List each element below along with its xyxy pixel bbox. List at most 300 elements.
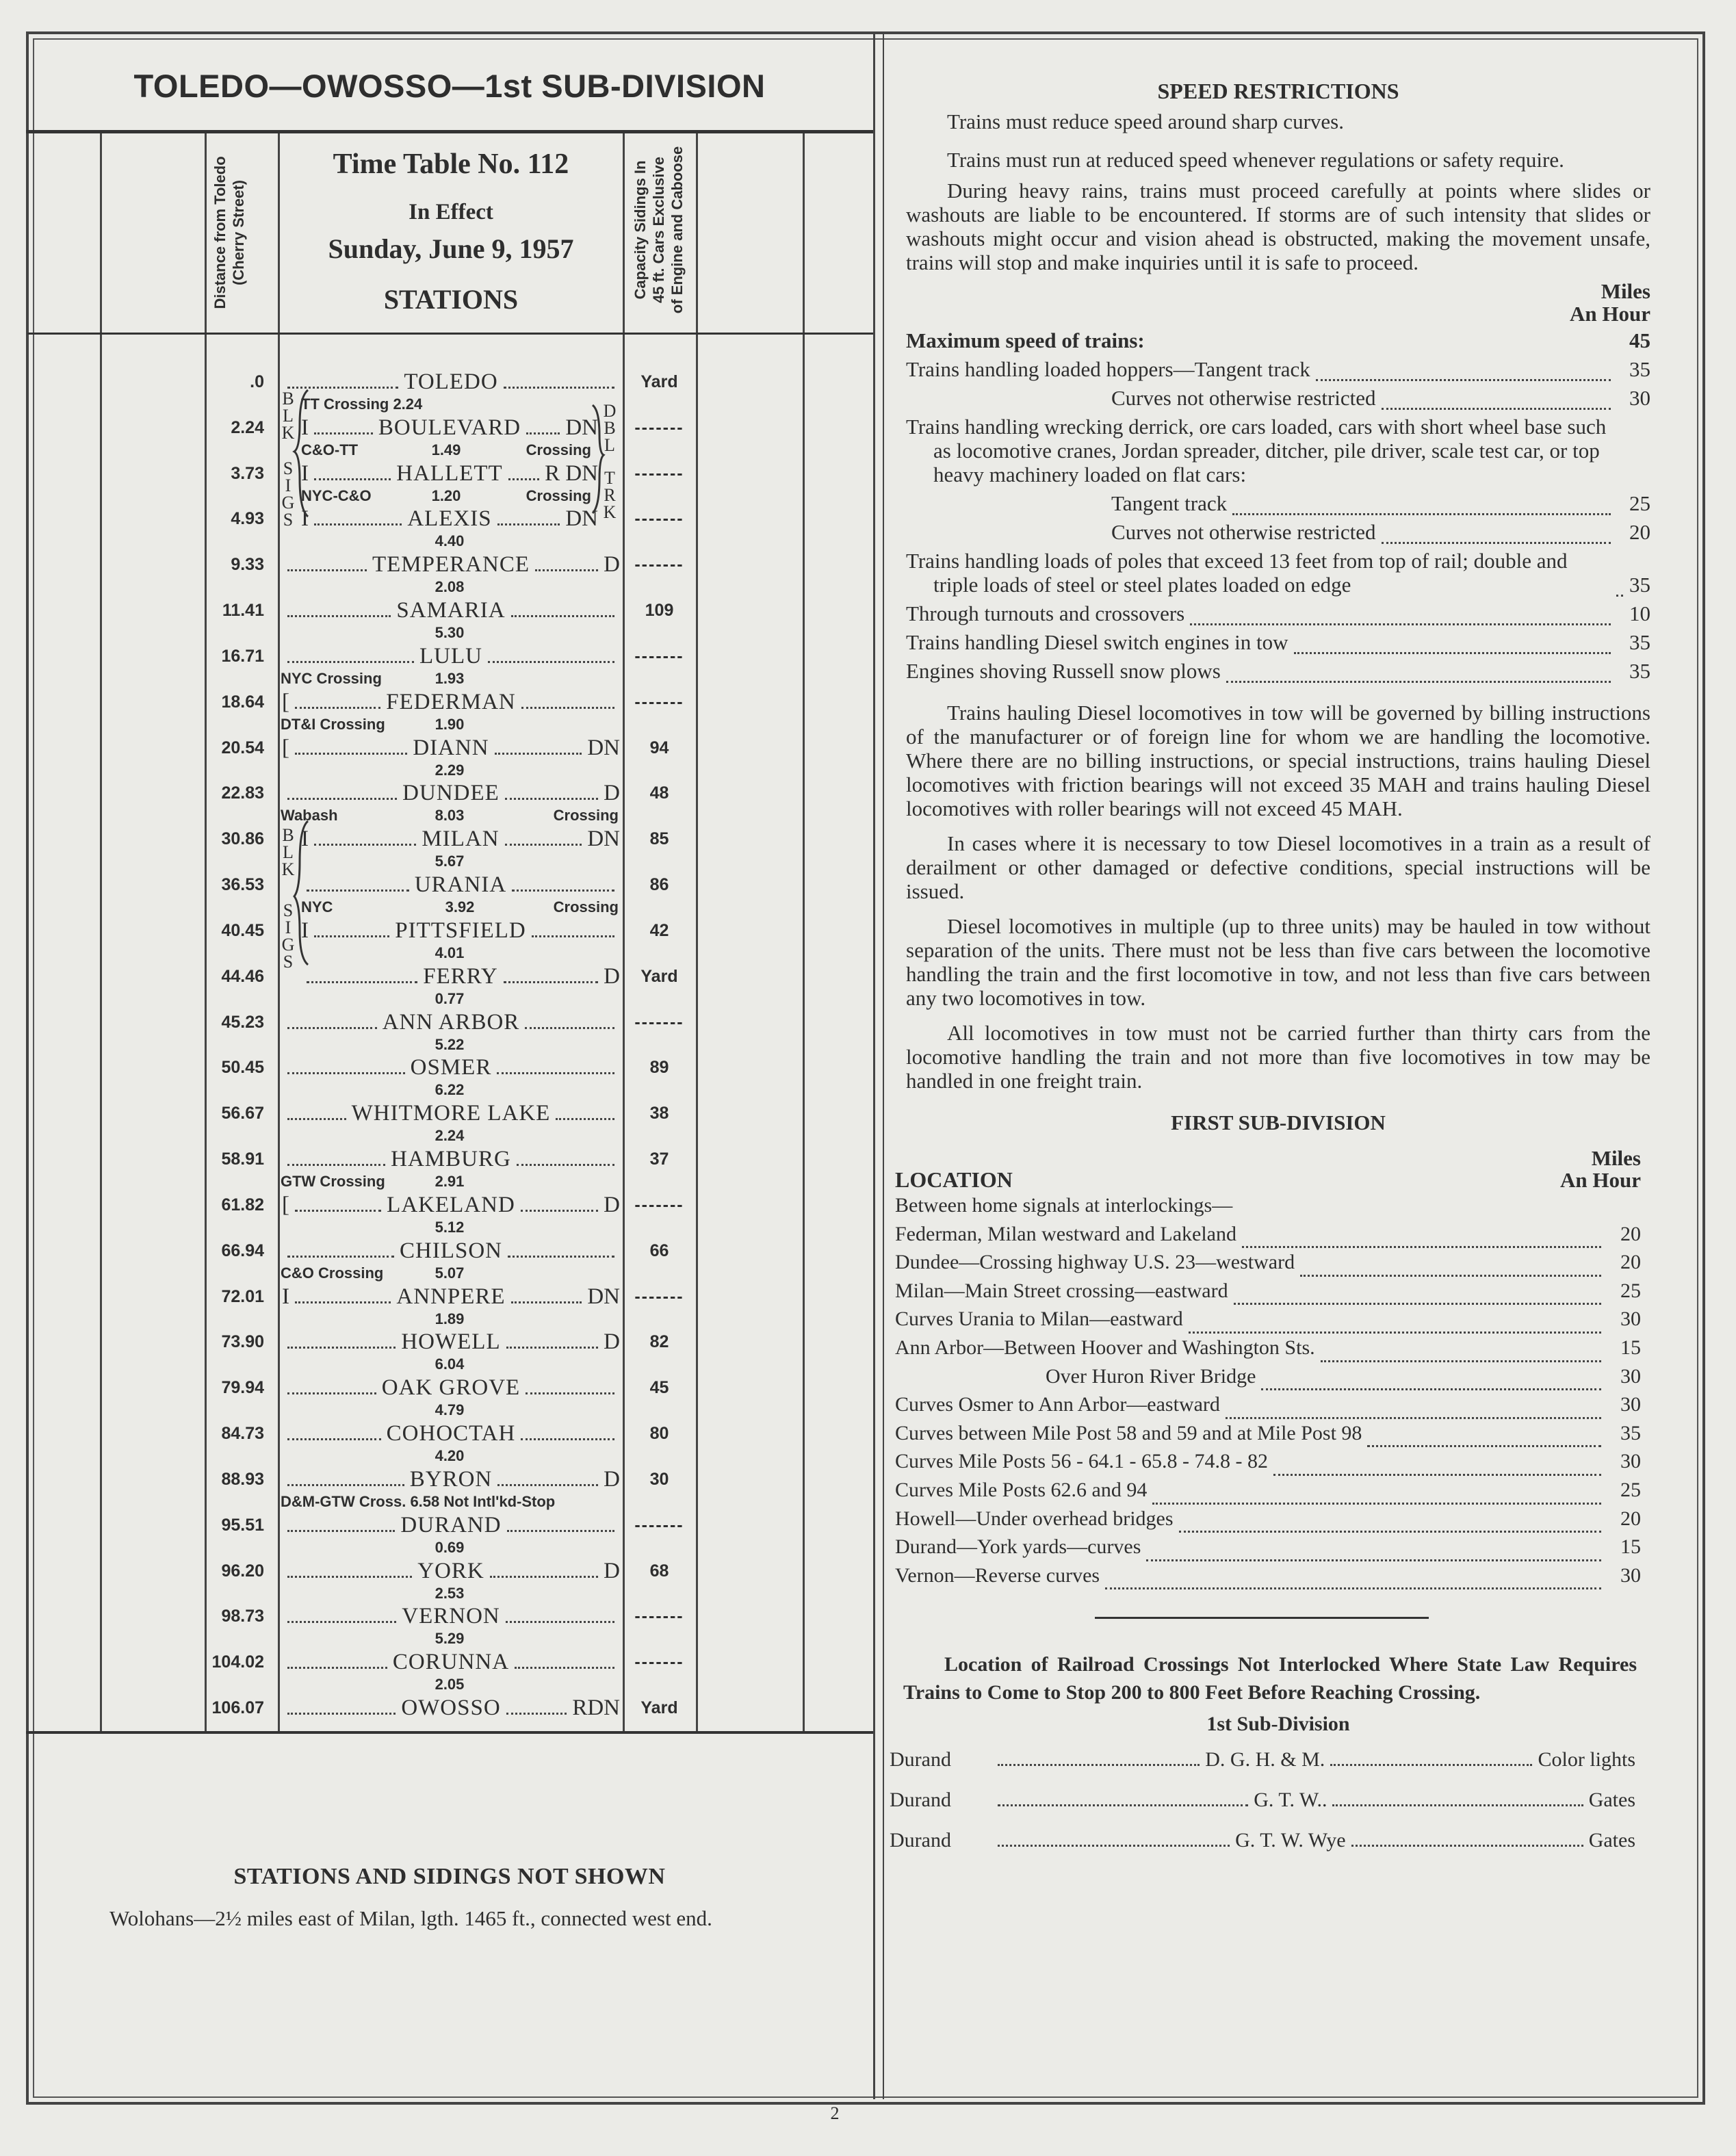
crossing-place: Durand [890, 1748, 951, 1771]
interval-l: NYC Crossing [281, 669, 382, 687]
station-right [515, 1438, 620, 1440]
distance-header-line: (Cherry Street) [230, 179, 247, 286]
speed-item [906, 599, 1650, 628]
leader-dots [287, 1163, 385, 1166]
distance-header-line: Distance from Toledo [211, 156, 229, 309]
siding-capacity: 68 [649, 1561, 669, 1581]
station-row [282, 1191, 620, 1219]
leader-dots [508, 1255, 614, 1258]
siding-capacity: ------- [634, 1195, 684, 1215]
speed-value: 10 [1629, 601, 1650, 625]
station-left [282, 1529, 400, 1532]
station-distance: 18.64 [221, 692, 264, 712]
station-name: CORUNNA [392, 1650, 510, 1675]
station-distance: 106.07 [211, 1698, 264, 1718]
interval-m: 6.22 [435, 1081, 465, 1099]
station-name: CHILSON [399, 1238, 502, 1263]
station-distance: 16.71 [221, 646, 264, 666]
interval-m: 5.07 [435, 1264, 465, 1282]
leader-dots [287, 1666, 387, 1669]
station-facilities: D [604, 1329, 620, 1355]
station-left [282, 1255, 400, 1258]
location-text: Vernon—Reverse curves [895, 1563, 1100, 1587]
speed-item-text: Maximum speed of trains: [906, 328, 1145, 352]
interval-m: 4.40 [435, 532, 465, 550]
interval-m: 1.20 [431, 486, 461, 504]
leader-dots [287, 1438, 381, 1440]
station-distance: 20.54 [221, 738, 264, 757]
interval-r: Crossing [553, 807, 619, 824]
capacity-header-line: 45 ft. Cars Exclusive [650, 157, 667, 304]
capacity-column-header [631, 135, 686, 324]
station-interval-note [281, 1355, 619, 1373]
leader-dots [497, 1483, 598, 1486]
diesel-paragraph: Trains hauling Diesel locomotives in tow will be governed by billing instructions of the manufacturer or of foreign line for whom we are handling the locomotive. Where there are no billing instructions, or special instructions, trains hauling Diesel locomotives with friction bearings will not exceed 35 MAH and trains hauling Diesel locomotives with roller bearings will not exceed 45 MAH. [906, 701, 1650, 820]
station-right [501, 1328, 620, 1355]
interval-m: 6.04 [435, 1355, 465, 1373]
location-text: Howell—Under overhead bridges [895, 1507, 1174, 1530]
leader-dots [506, 1620, 614, 1623]
leader-dots [526, 1392, 614, 1394]
station-interval-note [281, 1401, 619, 1419]
location-header-row [895, 1147, 1641, 1191]
station-row [282, 1557, 620, 1585]
speed-value: 30 [1620, 1393, 1641, 1416]
location-text: Federman, Milan westward and Lakeland [895, 1222, 1236, 1245]
interval-l: C&O-TT [301, 441, 359, 458]
interval-m: 1.93 [435, 669, 465, 687]
location-text: Curves between Mile Post 58 and 59 and at Mile Post 98 [895, 1421, 1362, 1444]
page-title: TOLEDO—OWOSSO—1st SUB-DIVISION [133, 68, 766, 104]
station-facilities: D [604, 781, 620, 806]
station-name: TEMPERANCE [372, 552, 530, 577]
interlocking-marker: I [301, 918, 309, 943]
interval-m: 1.49 [431, 441, 461, 458]
leader-dots [1382, 407, 1611, 410]
station-distance: 84.73 [221, 1424, 264, 1444]
location-item [895, 1390, 1641, 1419]
interlocking-marker: [ [282, 1192, 289, 1217]
location-item [895, 1191, 1641, 1220]
station-facilities: D [604, 963, 620, 989]
station-distance: 2.24 [231, 417, 264, 437]
speed-list [906, 326, 1650, 686]
interval-r: Crossing [526, 441, 591, 458]
leader-dots [287, 1575, 412, 1578]
station-distance: 45.23 [221, 1012, 264, 1032]
station-left [282, 1438, 387, 1440]
station-left [282, 1346, 401, 1349]
station-name: DUNDEE [402, 781, 500, 806]
station-distance: 61.82 [221, 1195, 264, 1215]
location-text: Curves Mile Posts 62.6 and 94 [895, 1478, 1148, 1501]
interval-r: Crossing [553, 898, 619, 916]
speed-item-text: Trains handling loads of poles that exceed 13 feet from top of rail; double and triple loads of steel or steel plates loaded on edge [906, 549, 1568, 597]
station-distance: 66.94 [221, 1241, 264, 1260]
station-facilities: D [604, 1192, 620, 1217]
station-name: BOULEVARD [378, 415, 521, 440]
speed-item [906, 518, 1650, 547]
double-track-marker: TRK [603, 468, 617, 522]
location-text: Curves Osmer to Ann Arbor—eastward [895, 1393, 1220, 1416]
speed-item [906, 326, 1650, 355]
location-text: Between home signals at interlockings— [895, 1194, 1233, 1217]
station-right [520, 1392, 620, 1394]
leader-dots [517, 1163, 614, 1166]
station-left [282, 1117, 352, 1120]
interlocking-marker: I [301, 460, 309, 486]
speed-item-text: Through turnouts and crossovers [906, 601, 1185, 625]
speed-value: 30 [1620, 1308, 1641, 1331]
speed-item-text: Trains handling wrecking derrick, ore cars loaded, cars with short wheel base such as locomotive cranes, Jordan spreader, ditcher, pile driver, scale test car, or top heavy machinery loaded on flat cars: [906, 415, 1607, 486]
leader-dots [295, 1209, 381, 1212]
stations-not-shown-text: Wolohans—2½ miles east of Milan, lgth. 1465 ft., connected west end. [109, 1906, 712, 1930]
leader-dots [507, 1529, 614, 1532]
interval-m: 2.24 [435, 1127, 465, 1145]
station-name: HAMBURG [391, 1147, 511, 1172]
station-row [282, 1602, 620, 1630]
station-name: YORK [417, 1558, 484, 1583]
siding-capacity: ------- [634, 509, 684, 529]
interval-l: DT&I Crossing [281, 715, 385, 733]
siding-capacity: ------- [634, 1012, 684, 1032]
interval-m: 4.79 [435, 1401, 465, 1419]
station-row [282, 1648, 620, 1676]
station-name: DURAND [400, 1512, 502, 1537]
station-name: OAK GROVE [381, 1375, 521, 1401]
distance-column-header [211, 144, 248, 322]
location-item [895, 1505, 1641, 1533]
station-name: ANN ARBOR [382, 1009, 520, 1035]
interlocking-marker: I [301, 827, 309, 852]
leader-dots [1261, 1388, 1601, 1390]
siding-capacity: 89 [649, 1058, 669, 1078]
station-interval-note [281, 1539, 619, 1557]
interval-l: TT Crossing 2.24 [301, 395, 423, 413]
station-left [282, 1191, 387, 1219]
station-right [509, 1666, 620, 1669]
interval-l: D&M-GTW Cross. 6.58 Not Intl'kd-Stop [281, 1492, 556, 1510]
double-track-marker: DBL [603, 401, 617, 455]
location-text: Curves Mile Posts 56 - 64.1 - 65.8 - 74.8 - 82 [895, 1450, 1268, 1473]
station-row [282, 1237, 620, 1264]
interval-m: 2.53 [435, 1584, 465, 1602]
station-distance: 30.86 [221, 829, 264, 849]
effective-date: Sunday, June 9, 1957 [328, 233, 574, 264]
siding-capacity: ------- [634, 1515, 684, 1535]
siding-capacity: 86 [649, 875, 669, 895]
location-item [895, 1305, 1641, 1334]
location-item [895, 1362, 1641, 1391]
interlocking-marker: [ [282, 735, 289, 760]
interval-m: 2.05 [435, 1676, 465, 1693]
siding-capacity: Yard [640, 966, 678, 986]
siding-capacity: 48 [649, 783, 669, 803]
leader-dots [506, 1346, 599, 1349]
station-right [502, 1529, 620, 1532]
interlocking-marker: I [282, 1284, 289, 1309]
interval-m: 5.12 [435, 1218, 465, 1236]
station-interval-note [281, 1173, 619, 1191]
interval-m: 1.90 [435, 715, 465, 733]
interval-m: 3.92 [445, 898, 475, 916]
location-item [895, 1476, 1641, 1505]
miles-per-hour-header [1560, 1147, 1641, 1191]
leader-dots [998, 1844, 1230, 1847]
station-row [282, 1511, 620, 1539]
interval-m: 2.91 [435, 1173, 465, 1191]
siding-capacity: 109 [645, 601, 674, 621]
leader-dots [1330, 1763, 1532, 1766]
siding-capacity: 82 [649, 1332, 669, 1352]
station-name: FEDERMAN [386, 689, 516, 714]
interval-m: 4.01 [435, 944, 465, 961]
speed-item [906, 384, 1650, 413]
station-distance: 72.01 [221, 1286, 264, 1306]
leader-dots [1273, 1473, 1601, 1476]
station-name: DIANN [413, 735, 489, 760]
station-facilities: RDN [572, 1696, 620, 1721]
speed-value: 20 [1620, 1251, 1641, 1274]
station-right [491, 1071, 620, 1074]
station-name: LAKELAND [387, 1192, 515, 1217]
station-row [282, 1420, 620, 1447]
speed-value: 15 [1620, 1336, 1641, 1359]
location-item [895, 1277, 1641, 1306]
station-name: LULU [419, 643, 482, 668]
speed-value: 25 [1620, 1478, 1641, 1501]
leader-dots [1179, 1530, 1601, 1533]
station-right [492, 1466, 620, 1493]
siding-capacity: ------- [634, 1652, 684, 1672]
station-name: HALLETT [396, 460, 503, 486]
station-interval-note [281, 1219, 619, 1236]
location-item [895, 1561, 1641, 1590]
miles-per-hour-header [906, 280, 1650, 325]
interval-l: NYC [301, 898, 333, 916]
interval-l: Wabash [281, 807, 338, 824]
station-facilities: D [604, 1558, 620, 1583]
leader-dots [515, 1666, 614, 1669]
station-name: TOLEDO [404, 369, 498, 394]
station-distance: 3.73 [231, 463, 264, 483]
station-left [282, 1283, 396, 1310]
interlocking-marker: [ [282, 689, 289, 714]
speed-item-text: Trains handling loaded hoppers—Tangent track [906, 357, 1310, 381]
station-distance: 11.41 [222, 601, 264, 621]
interval-m: 5.22 [435, 1035, 465, 1053]
station-distance: 88.93 [221, 1469, 264, 1489]
leader-dots [287, 1620, 396, 1623]
speed-item-text: Tangent track [1111, 491, 1228, 515]
speed-value: 30 [1620, 1364, 1641, 1388]
location-speed-list [895, 1191, 1641, 1589]
leader-dots [490, 1575, 598, 1578]
interlocking-marker: I [301, 415, 309, 440]
station-distance: 4.93 [231, 509, 264, 529]
station-distance: 96.20 [221, 1561, 264, 1581]
speed-value: 45 [1629, 328, 1650, 352]
crossings-subheading: 1st Sub-Division [1206, 1713, 1350, 1736]
speed-value: 30 [1620, 1450, 1641, 1473]
speed-value: 35 [1629, 573, 1650, 597]
station-name: FERRY [423, 963, 498, 989]
leader-dots [287, 1346, 396, 1349]
station-facilities: DN [565, 415, 598, 440]
station-left [282, 1620, 402, 1623]
speed-item [906, 413, 1650, 489]
leader-dots [287, 1117, 346, 1120]
location-label: LOCATION [895, 1167, 1013, 1192]
table-bottom-rule [26, 1731, 873, 1734]
location-text: Over Huron River Bridge [1046, 1364, 1256, 1388]
station-left [282, 1575, 417, 1578]
siding-capacity: ------- [634, 463, 684, 483]
interval-l: C&O Crossing [281, 1264, 384, 1282]
station-name: WHITMORE LAKE [351, 1101, 551, 1126]
leader-dots [295, 1301, 391, 1303]
location-item [895, 1220, 1641, 1249]
speed-value: 20 [1629, 520, 1650, 544]
table-line [696, 133, 698, 1732]
siding-capacity: 85 [649, 829, 669, 849]
station-distance: 104.02 [211, 1652, 264, 1672]
speed-value: 25 [1620, 1279, 1641, 1302]
leader-dots [1367, 1444, 1601, 1447]
crossing-railroad: G. T. W.. [1254, 1789, 1327, 1812]
timetable-number: Time Table No. 112 [333, 148, 569, 180]
leader-dots [1382, 541, 1611, 544]
leader-dots [998, 1804, 1248, 1806]
station-row [282, 1328, 620, 1355]
station-left [282, 1163, 391, 1166]
station-facilities: DN [587, 827, 620, 852]
station-row [282, 1054, 620, 1081]
crossings-heading: Location of Railroad Crossings Not Interlocked Where State Law Requires Trains to Come to Stop 200 to 800 Feet Before Reaching Crossing. [903, 1653, 1637, 1704]
leader-dots [1146, 1559, 1601, 1561]
siding-capacity: Yard [640, 372, 678, 391]
miles-label: Miles [1591, 1146, 1641, 1170]
station-distance: 9.33 [231, 555, 264, 575]
speed-value: 30 [1620, 1563, 1641, 1587]
page-number: 2 [830, 2103, 840, 2123]
speed-value: 35 [1629, 357, 1650, 381]
leader-dots [521, 1438, 614, 1440]
station-name: URANIA [414, 872, 507, 898]
crossing-protection: Color lights [1538, 1748, 1635, 1771]
station-distance: 98.73 [221, 1607, 264, 1626]
interval-m: 0.69 [435, 1538, 465, 1556]
station-left [282, 1712, 401, 1715]
speed-restrictions-heading: SPEED RESTRICTIONS [1157, 79, 1399, 103]
station-distance: 22.83 [221, 783, 264, 803]
siding-capacity: ------- [634, 417, 684, 437]
speed-item [906, 628, 1650, 657]
stations-heading: STATIONS [383, 284, 519, 315]
station-name: COHOCTAH [386, 1421, 516, 1446]
interval-r: Crossing [526, 486, 591, 504]
speed-restrictions-panel [890, 78, 1650, 1860]
station-name: ANNPERE [396, 1284, 506, 1309]
station-right [506, 1283, 620, 1310]
leader-dots [1105, 1587, 1601, 1589]
location-text: Dundee—Crossing highway U.S. 23—westward [895, 1251, 1295, 1274]
interval-m: 4.20 [435, 1447, 465, 1465]
crossing-row [890, 1820, 1635, 1860]
column-divider [873, 34, 875, 2099]
interval-l: GTW Crossing [281, 1173, 385, 1191]
crossing-protection: Gates [1588, 1789, 1635, 1812]
an-hour-label: An Hour [1560, 1168, 1641, 1192]
station-name: HOWELL [401, 1329, 501, 1355]
siding-capacity: ------- [634, 555, 684, 575]
station-left [282, 1392, 382, 1394]
leader-dots [287, 1255, 394, 1258]
crossing-row [890, 1780, 1635, 1820]
crossings-list [890, 1739, 1635, 1860]
station-interval-note [281, 1493, 619, 1511]
station-interval-note [281, 1127, 619, 1145]
block-signal-marker: BLK [281, 389, 295, 443]
header-rule [27, 333, 873, 335]
station-distance: .0 [250, 372, 264, 391]
diesel-paragraph: All locomotives in tow must not be carried further than thirty cars from the locomotive handling the train and not more than five locomotives in tow may be handled in one freight train. [906, 1021, 1650, 1093]
speed-value: 20 [1620, 1507, 1641, 1530]
station-facilities: DN [587, 1284, 620, 1309]
block-signal-marker: SIGS [281, 458, 295, 530]
station-name: BYRON [409, 1466, 493, 1492]
leader-dots [287, 1071, 405, 1074]
leader-dots [1234, 1302, 1601, 1305]
interval-m: 5.30 [435, 624, 465, 642]
in-effect-label: In Effect [409, 200, 493, 224]
station-name: MILAN [422, 827, 500, 852]
station-row [282, 1145, 620, 1173]
speed-value: 30 [1629, 386, 1650, 410]
leader-dots [1232, 512, 1611, 515]
speed-value: 15 [1620, 1535, 1641, 1559]
siding-capacity: Yard [640, 1698, 678, 1718]
leader-dots [556, 1117, 614, 1120]
column-divider-inner [883, 34, 884, 2099]
station-right [511, 1163, 620, 1166]
station-left [282, 1071, 411, 1074]
miles-label: Miles [1601, 279, 1650, 303]
siding-capacity: ------- [634, 1607, 684, 1626]
diesel-paragraph: In cases where it is necessary to tow Diesel locomotives in a train as a result of derailment or other damaged or defective conditions, special instructions will be issued. [906, 831, 1650, 903]
siding-capacity: ------- [634, 646, 684, 666]
station-facilities: D [604, 552, 620, 577]
station-name: OWOSSO [401, 1696, 501, 1721]
station-right [500, 1620, 620, 1623]
station-name: VERNON [402, 1604, 500, 1629]
siding-capacity: 30 [649, 1469, 669, 1489]
crossing-railroad: D. G. H. & M. [1205, 1748, 1325, 1771]
station-distance: 44.46 [221, 966, 264, 986]
station-distance: 95.51 [221, 1515, 264, 1535]
interval-l: NYC-C&O [301, 486, 372, 504]
speed-item [906, 355, 1650, 384]
interval-m: 5.67 [435, 853, 465, 870]
leader-dots [1351, 1844, 1583, 1847]
interval-m: 2.08 [435, 578, 465, 596]
crossing-place: Durand [890, 1789, 951, 1812]
leader-dots [287, 1392, 376, 1394]
station-distance: 79.94 [221, 1378, 264, 1398]
station-interval-note [281, 1676, 619, 1693]
station-distance: 36.53 [221, 875, 264, 895]
location-item [895, 1248, 1641, 1277]
